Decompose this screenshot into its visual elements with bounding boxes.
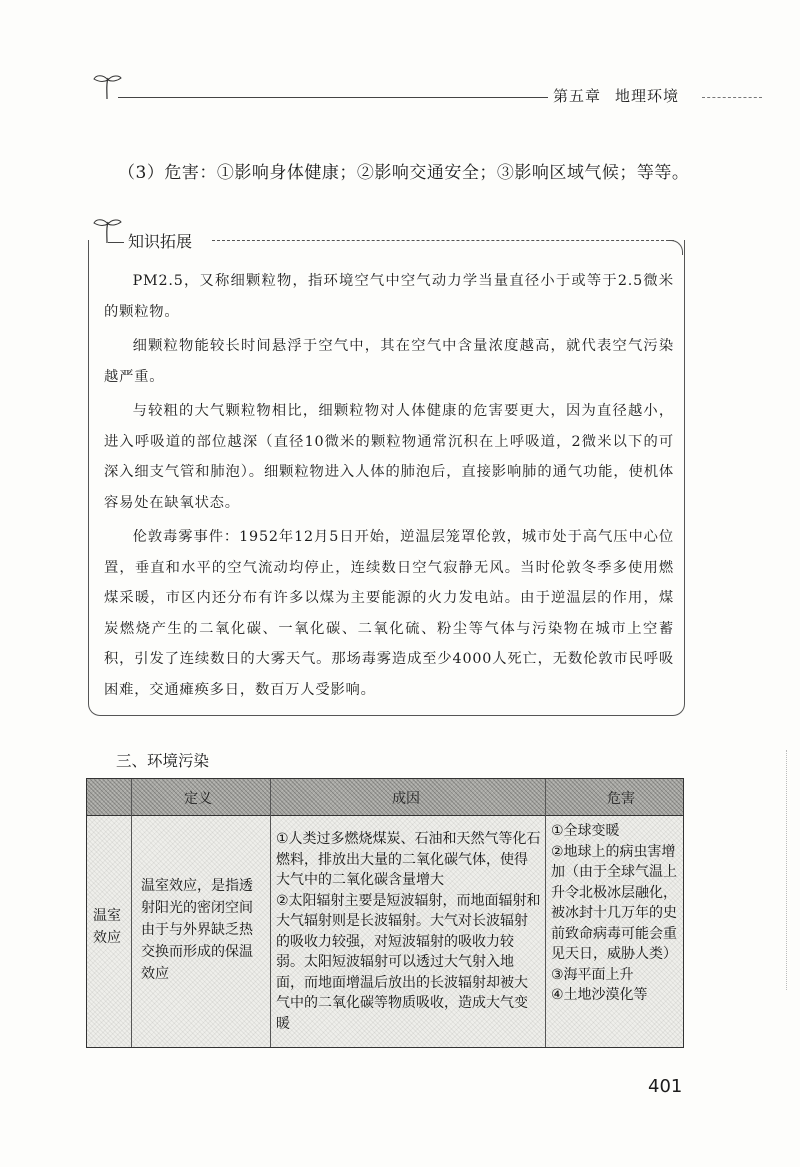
header-harms: 危害	[607, 791, 635, 807]
column-divider	[545, 779, 546, 1047]
header-definition: 定义	[184, 791, 212, 807]
row-causes: ①人类过多燃烧煤炭、石油和天然气等化石燃料，排放出大量的二氧化碳气体，使得大气中的二氧化碳含量增大 ②太阳辐射主要是短波辐射，而地面辐射和大气辐射则是长波辐射。大气对长波辐射的吸收力较强，对短波辐射的吸收力较弱。太阳短波辐射可以透过大气射入地面，而地面增温后放出的长波辐射却被大气中的二氧化碳等物质吸收，造成大气变暖	[276, 831, 541, 1032]
column-divider	[131, 779, 132, 1047]
page-number: 401	[648, 1076, 683, 1097]
chapter-label: 第五章	[553, 87, 602, 105]
pollution-table	[86, 778, 684, 1048]
running-header	[553, 85, 679, 106]
chapter-title: 地理环境	[615, 87, 680, 105]
row-definition: 温室效应，是指透射阳光的密闭空间由于与外界缺乏热交换而形成的保温效应	[141, 878, 253, 982]
kb-paragraph-concentration: 细颗粒物能较长时间悬浮于空气中，其在空气中含量浓度越高，就代表空气污染越严重。	[104, 338, 674, 385]
section-heading: 三、环境污染	[116, 752, 210, 770]
table-header-row	[87, 779, 683, 816]
header-rule-right	[702, 97, 762, 98]
column-divider	[270, 779, 271, 1047]
knowledge-box-content	[104, 266, 674, 709]
harm-line: （3）危害：①影响身体健康；②影响交通安全；③影响区域气候；等等。	[118, 163, 690, 183]
header-causes: 成因	[392, 791, 420, 807]
scan-edge	[786, 750, 789, 990]
sprout-icon	[90, 72, 124, 100]
row-harms: ①全球变暖 ②地球上的病虫害增加（由于全球气温上升令北极冰层融化，被冰封十几万年的史前致命病毒可能会重见天日，威胁人类） ③海平面上升 ④土地沙漠化等	[551, 823, 677, 1003]
knowledge-box-title: 知识拓展	[108, 229, 192, 252]
row-name: 温室效应	[93, 908, 121, 946]
header-rule	[118, 97, 548, 98]
kb-paragraph-health: 与较粗的大气颗粒物相比，细颗粒物对人体健康的危害要更大，因为直径越小，进入呼吸道的部位越深（直径10微米的颗粒物通常沉积在上呼吸道，2微米以下的可深入细支气管和肺泡）。细颗粒物进入人体的肺泡后，直接影响肺的通气功能，使机体容易处在缺氧状态。	[104, 403, 674, 511]
kb-paragraph-pm25: PM2.5，又称细颗粒物，指环境空气中空气动力学当量直径小于或等于2.5微米的颗粒物。	[104, 273, 674, 320]
kb-paragraph-london-smog: 伦敦毒雾事件：1952年12月5日开始，逆温层笼罩伦敦，城市处于高气压中心位置，垂直和水平的空气流动均停止，连续数日空气寂静无风。当时伦敦冬季多使用燃煤采暖，市区内还分布有许多以煤为主要能源的火力发电站。由于逆温层的作用，煤炭燃烧产生的二氧化碳、一氧化碳、二氧化硫、粉尘等气体与污染物在城市上空蓄积，引发了连续数日的大雾天气。那场毒雾造成至少4000人死亡，无数伦敦市民呼吸困难，交通瘫痪多日，数百万人受影响。	[104, 529, 674, 698]
